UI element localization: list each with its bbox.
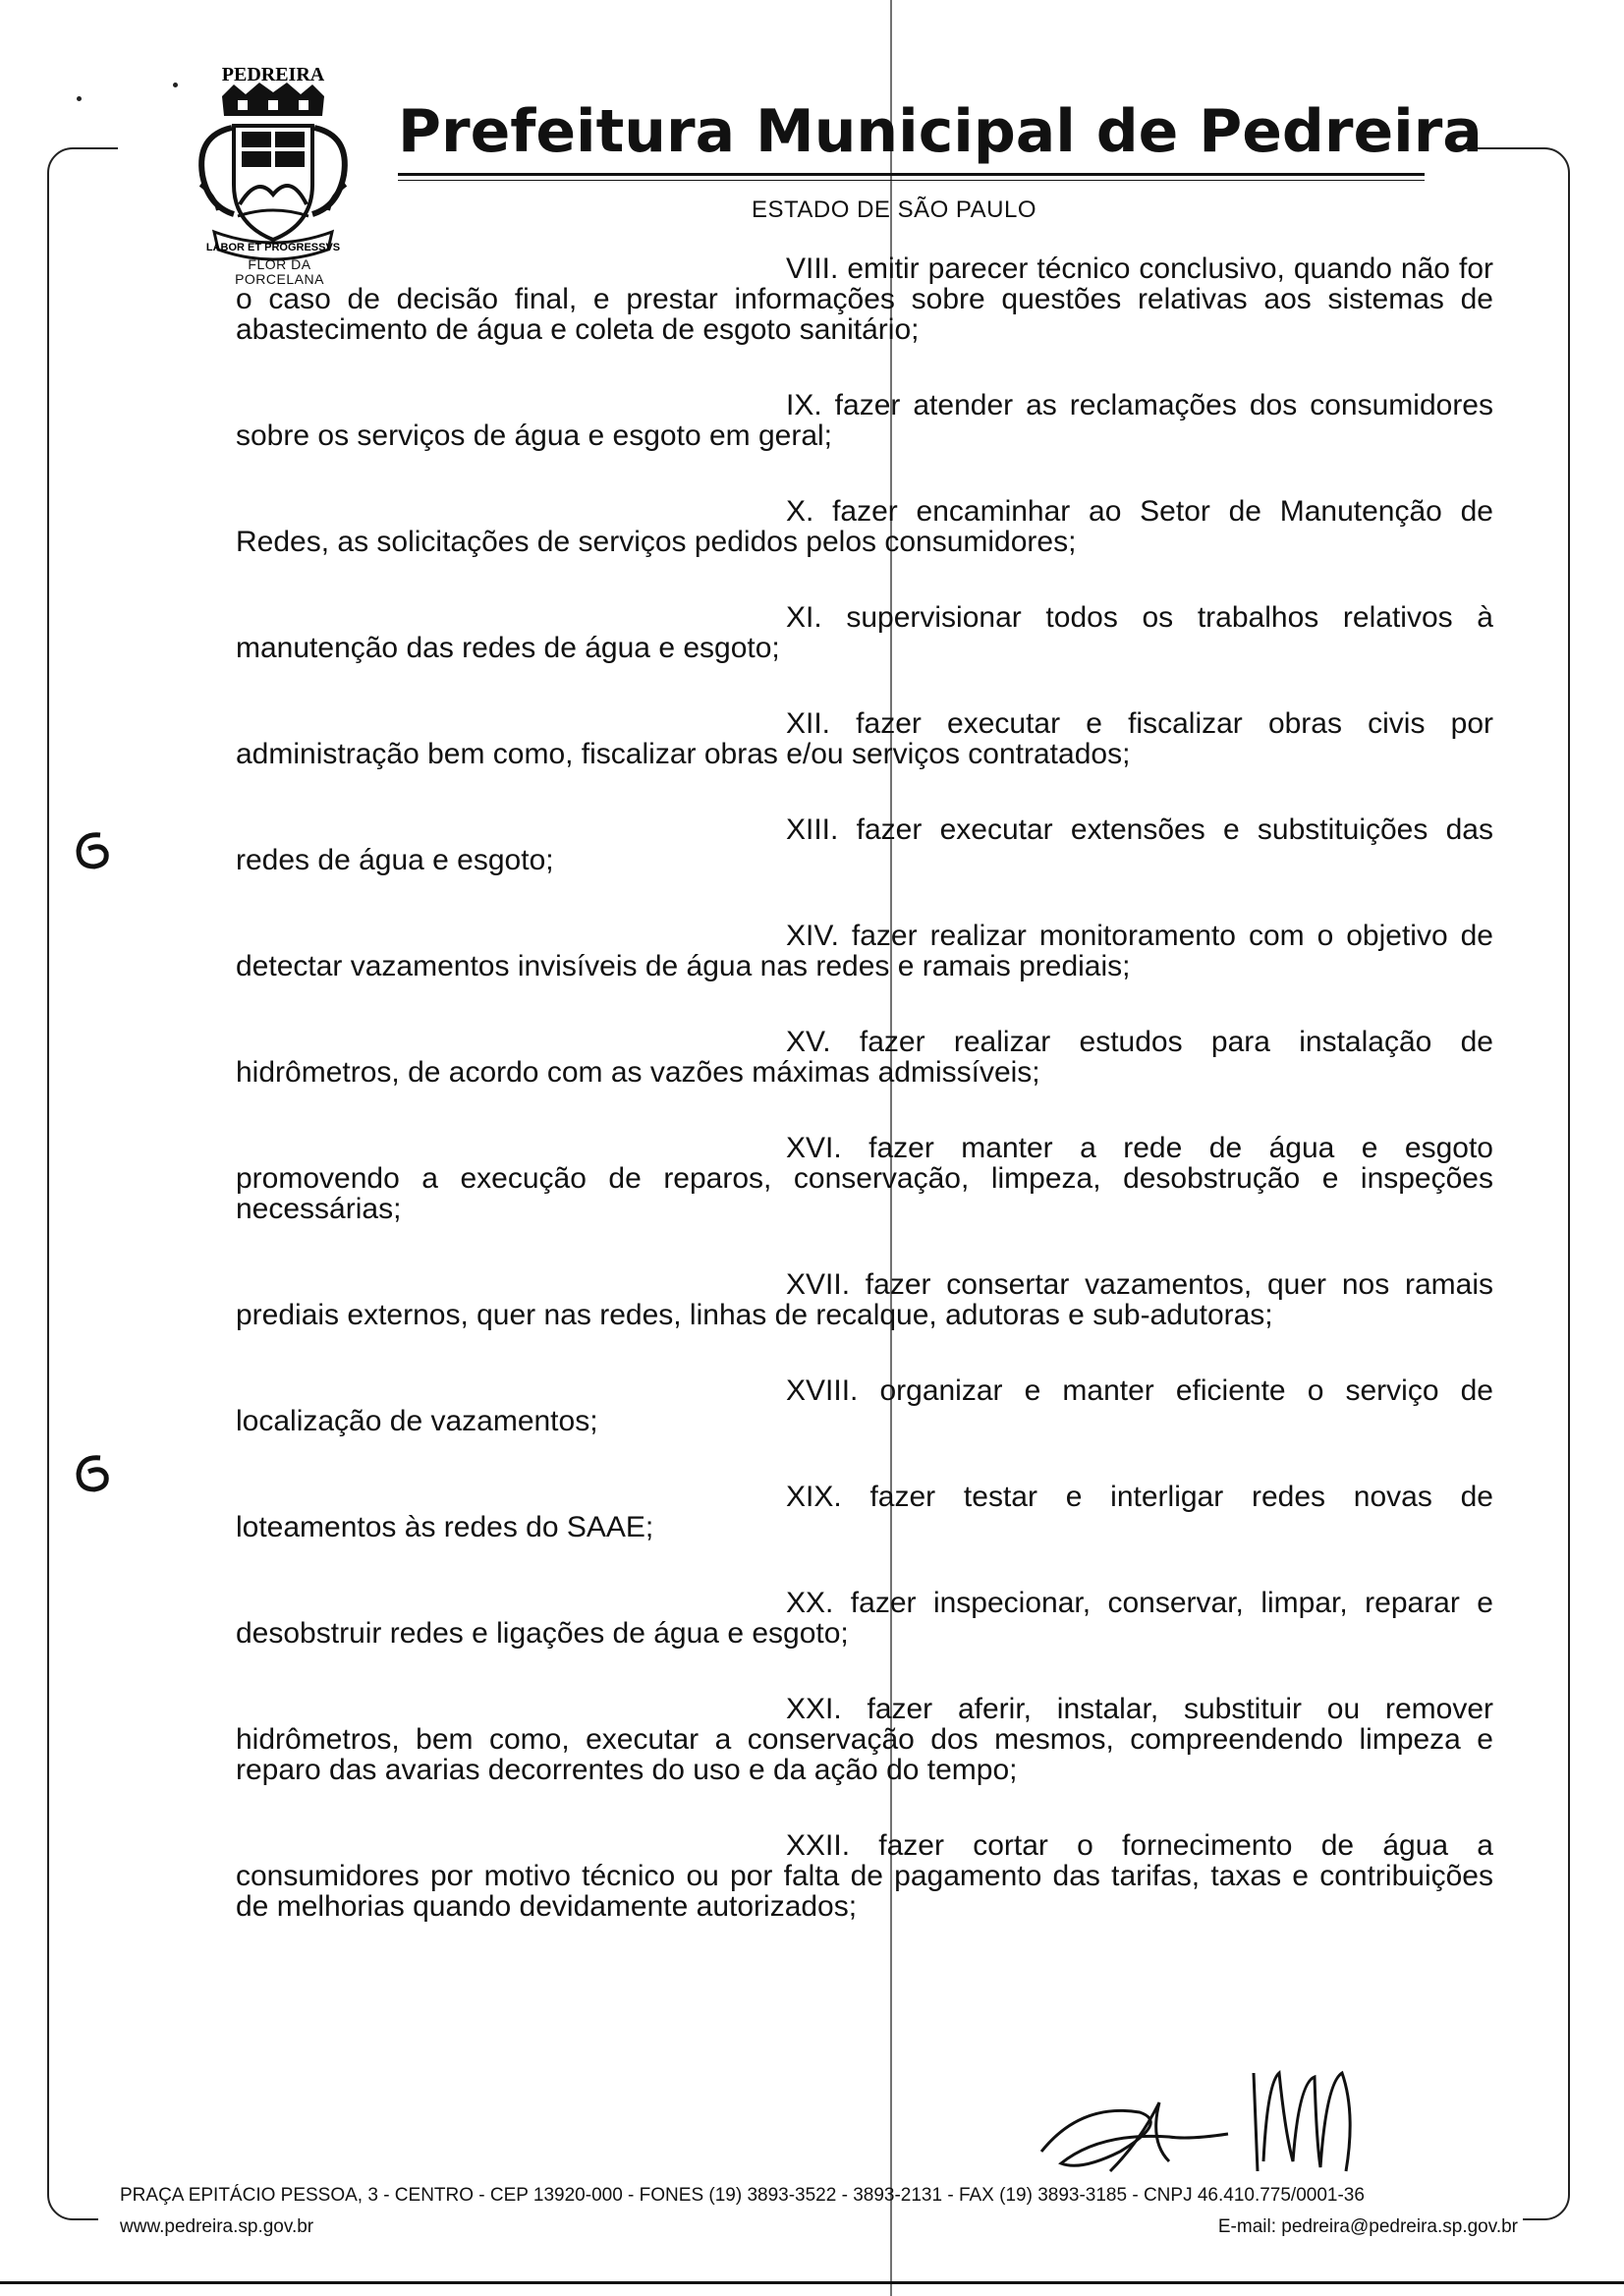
article-item-text: XV. fazer realizar estudos para instalação de hidrômetros, de acordo com as vazões máximas admissíveis; — [236, 1026, 1493, 1089]
article-item — [236, 921, 1493, 981]
article-item — [236, 1694, 1493, 1785]
title-underline — [398, 180, 1425, 181]
signature-icon — [1022, 2044, 1375, 2191]
scan-edge — [0, 2281, 1624, 2284]
article-item — [236, 1027, 1493, 1088]
footer-address: PRAÇA EPITÁCIO PESSOA, 3 - CENTRO - CEP 13920-000 - FONES (19) 3893-3522 - 3893-2131 - FAX (19) 3893-3185 - CNPJ 46.410.775/0001-36 — [120, 2185, 1365, 2206]
article-item — [236, 708, 1493, 769]
footer-email[interactable]: E-mail: pedreira@pedreira.sp.gov.br — [1217, 2216, 1518, 2237]
crest-caption: FLOR DA PORCELANA — [235, 256, 324, 287]
article-item-text: XVI. fazer manter a rede de água e esgoto promovendo a execução de reparos, conservação, limpeza, desobstrução e inspeções necessárias; — [236, 1132, 1493, 1225]
article-item-text: XXII. fazer cortar o fornecimento de água a consumidores por motivo técnico ou por falta de pagamento das tarifas, taxas e contribuições de melhorias quando devidamente autorizados; — [236, 1829, 1493, 1923]
article-item-text: XIX. fazer testar e interligar redes novas de loteamentos às redes do SAAE; — [236, 1481, 1493, 1543]
article-item-text: VIII. emitir parecer técnico conclusivo, quando não for o caso de decisão final, e prestar informações sobre questões relativas aos sistemas de abastecimento de água e coleta de esgoto sanitário; — [236, 252, 1493, 346]
article-item — [236, 1482, 1493, 1542]
article-item-list — [236, 253, 1493, 1967]
page-title: Prefeitura Municipal de Pedreira — [398, 97, 1483, 166]
article-item-text: X. fazer encaminhar ao Setor de Manutenção de Redes, as solicitações de serviços pedidos pelos consumidores; — [236, 495, 1493, 558]
crest-name: PEDREIRA — [221, 64, 325, 85]
article-item — [236, 496, 1493, 557]
article-item — [236, 1269, 1493, 1330]
article-item — [236, 1375, 1493, 1436]
article-item — [236, 814, 1493, 875]
article-item — [236, 1830, 1493, 1922]
article-item-text: XI. supervisionar todos os trabalhos relativos à manutenção das redes de água e esgoto; — [236, 601, 1493, 664]
margin-annotation-icon — [71, 1450, 114, 1495]
article-item — [236, 1133, 1493, 1224]
article-item — [236, 253, 1493, 345]
title-underline — [398, 173, 1425, 176]
article-item-text: XVIII. organizar e manter eficiente o serviço de localização de vazamentos; — [236, 1374, 1493, 1437]
article-item-text: IX. fazer atender as reclamações dos consumidores sobre os serviços de água e esgoto em geral; — [236, 389, 1493, 452]
footer-website[interactable]: www.pedreira.sp.gov.br — [120, 2216, 314, 2237]
article-item-text: XVII. fazer consertar vazamentos, quer nos ramais prediais externos, quer nas redes, linhas de recalque, adutoras e sub-adutoras; — [236, 1268, 1493, 1331]
article-item-text: XIII. fazer executar extensões e substituições das redes de água e esgoto; — [236, 813, 1493, 876]
article-item-text: XXI. fazer aferir, instalar, substituir ou remover hidrômetros, bem como, executar a conservação dos mesmos, compreendendo limpeza e reparo das avarias decorrentes do uso e da ação do tempo; — [236, 1693, 1493, 1786]
state-subtitle: ESTADO DE SÃO PAULO — [752, 196, 1037, 223]
scan-speck — [77, 96, 82, 101]
article-item-text: XX. fazer inspecionar, conservar, limpar, reparar e desobstruir redes e ligações de água e esgoto; — [236, 1587, 1493, 1650]
article-item — [236, 1588, 1493, 1649]
article-item-text: XIV. fazer realizar monitoramento com o objetivo de detectar vazamentos invisíveis de água nas redes e ramais prediais; — [236, 920, 1493, 982]
municipal-crest-icon — [175, 57, 371, 283]
crest-motto: LABOR ET PROGRESSVS — [205, 242, 341, 253]
article-item — [236, 602, 1493, 663]
article-item — [236, 390, 1493, 451]
margin-annotation-icon — [71, 827, 114, 872]
article-item-text: XII. fazer executar e fiscalizar obras civis por administração bem como, fiscalizar obras e/ou serviços contratados; — [236, 707, 1493, 770]
